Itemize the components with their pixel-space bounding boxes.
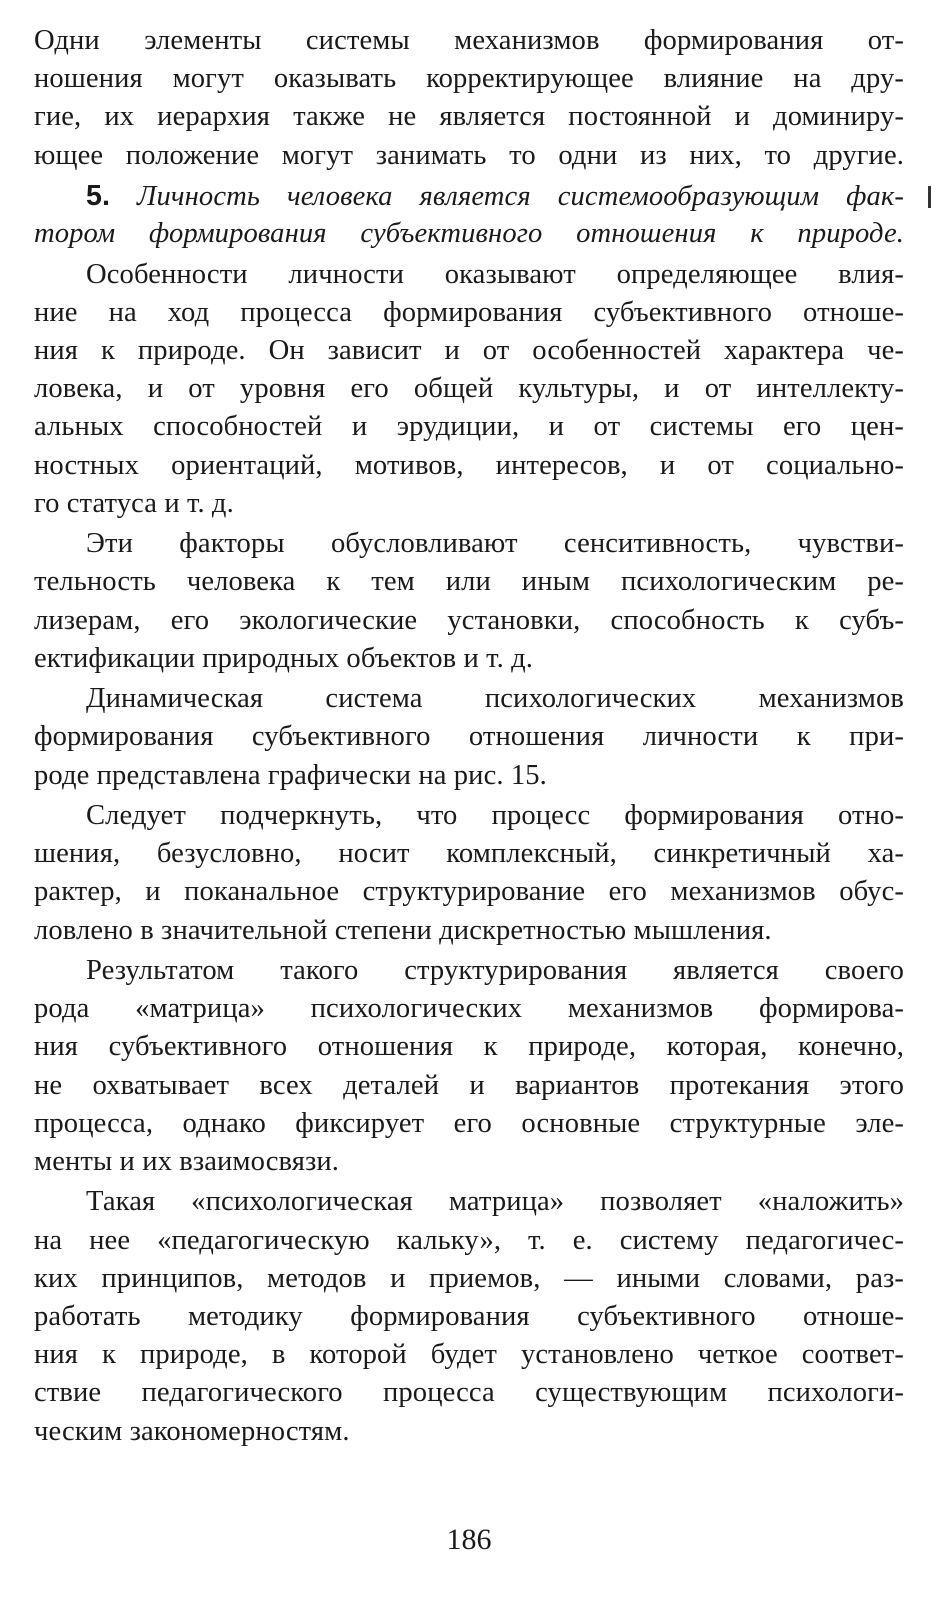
text-line: менты и их взаимосвязи. <box>34 1146 340 1177</box>
text-line: ние на ход процесса формирования субъективного отноше- <box>34 296 904 328</box>
text-line: ношения могут оказывать корректирующее влияние на дру- <box>34 63 904 95</box>
item-number: 5. <box>86 180 111 212</box>
text-line: Динамическая система психологических механизмов <box>86 683 904 715</box>
margin-mark <box>928 186 931 208</box>
text-line: процесса, однако фиксирует его основные структурные эле- <box>34 1107 904 1139</box>
text-line: ющее положение могут занимать то одни из них, то другие. <box>34 139 904 171</box>
text-line: ния субъективного отношения к природе, которая, конечно, <box>34 1031 904 1063</box>
text-line: ловлено в значительной степени дискретностью мышления. <box>34 914 772 946</box>
text-line: тельность человека к тем или иным психологическим ре- <box>34 566 904 598</box>
text-line: ектификации природных объектов и т. д. <box>34 642 533 674</box>
text-line: го статуса и т. д. <box>34 487 234 519</box>
text-line: ния к природе. Он зависит и от особенностей характера че- <box>34 335 904 366</box>
text-line: рактер, и поканальное структурирование его механизмов обус- <box>34 876 904 908</box>
text-line: Одни элементы системы механизмов формирования от- <box>34 25 904 56</box>
text-line: на нее «педагогическую кальку», т. е. систему педагогичес- <box>34 1224 904 1256</box>
text-line: гие, их иерархия также не является постоянной и доминиру- <box>34 101 904 133</box>
text-line: ких принципов, методов и приемов, — иными словами, раз- <box>34 1262 904 1294</box>
thesis-line: тором формирования субъективного отношения к природе. <box>34 218 904 250</box>
text-line: ствие педагогического процесса существующим психологи- <box>34 1377 904 1409</box>
book-page <box>34 18 904 1578</box>
text-line: ния к природе, в которой будет установлено четкое соответ- <box>34 1339 904 1371</box>
text-line: ческим закономерностям. <box>34 1415 350 1447</box>
text-line: формирования субъективного отношения личности к при- <box>34 721 904 753</box>
text-line: ностных ориентаций, мотивов, интересов, и от социально- <box>34 449 904 481</box>
text-line: Особенности личности оказывают определяющее влия- <box>86 258 904 290</box>
text-line: рода «матрица» психологических механизмов формирова- <box>34 993 904 1025</box>
text-line: ловека, и от уровня его общей культуры, и от интеллекту- <box>34 373 904 405</box>
text-line: роде представлена графически на рис. 15. <box>34 759 547 791</box>
text-line: альных способностей и эрудиции, и от системы его цен- <box>34 411 904 443</box>
text-line: лизерам, его экологические установки, способность к субъ- <box>34 604 904 636</box>
thesis-line <box>34 177 904 215</box>
text-line: Следует подчеркнуть, что процесс формирования отно- <box>86 800 904 831</box>
text-line: Такая «психологическая матрица» позволяет «наложить» <box>86 1186 904 1218</box>
page-number: 186 <box>446 1523 492 1556</box>
text-line: не охватывает всех деталей и вариантов протекания этого <box>34 1069 904 1101</box>
text-line: Эти факторы обусловливают сенситивность, чувстви- <box>86 528 904 560</box>
thesis-text: Личность человека является системообразующим фак- <box>137 181 904 212</box>
text-line: Результатом такого структурирования является своего <box>86 955 904 986</box>
text-line: работать методику формирования субъективного отноше- <box>34 1301 904 1332</box>
text-line: шения, безусловно, носит комплексный, синкретичный ха- <box>34 838 904 870</box>
